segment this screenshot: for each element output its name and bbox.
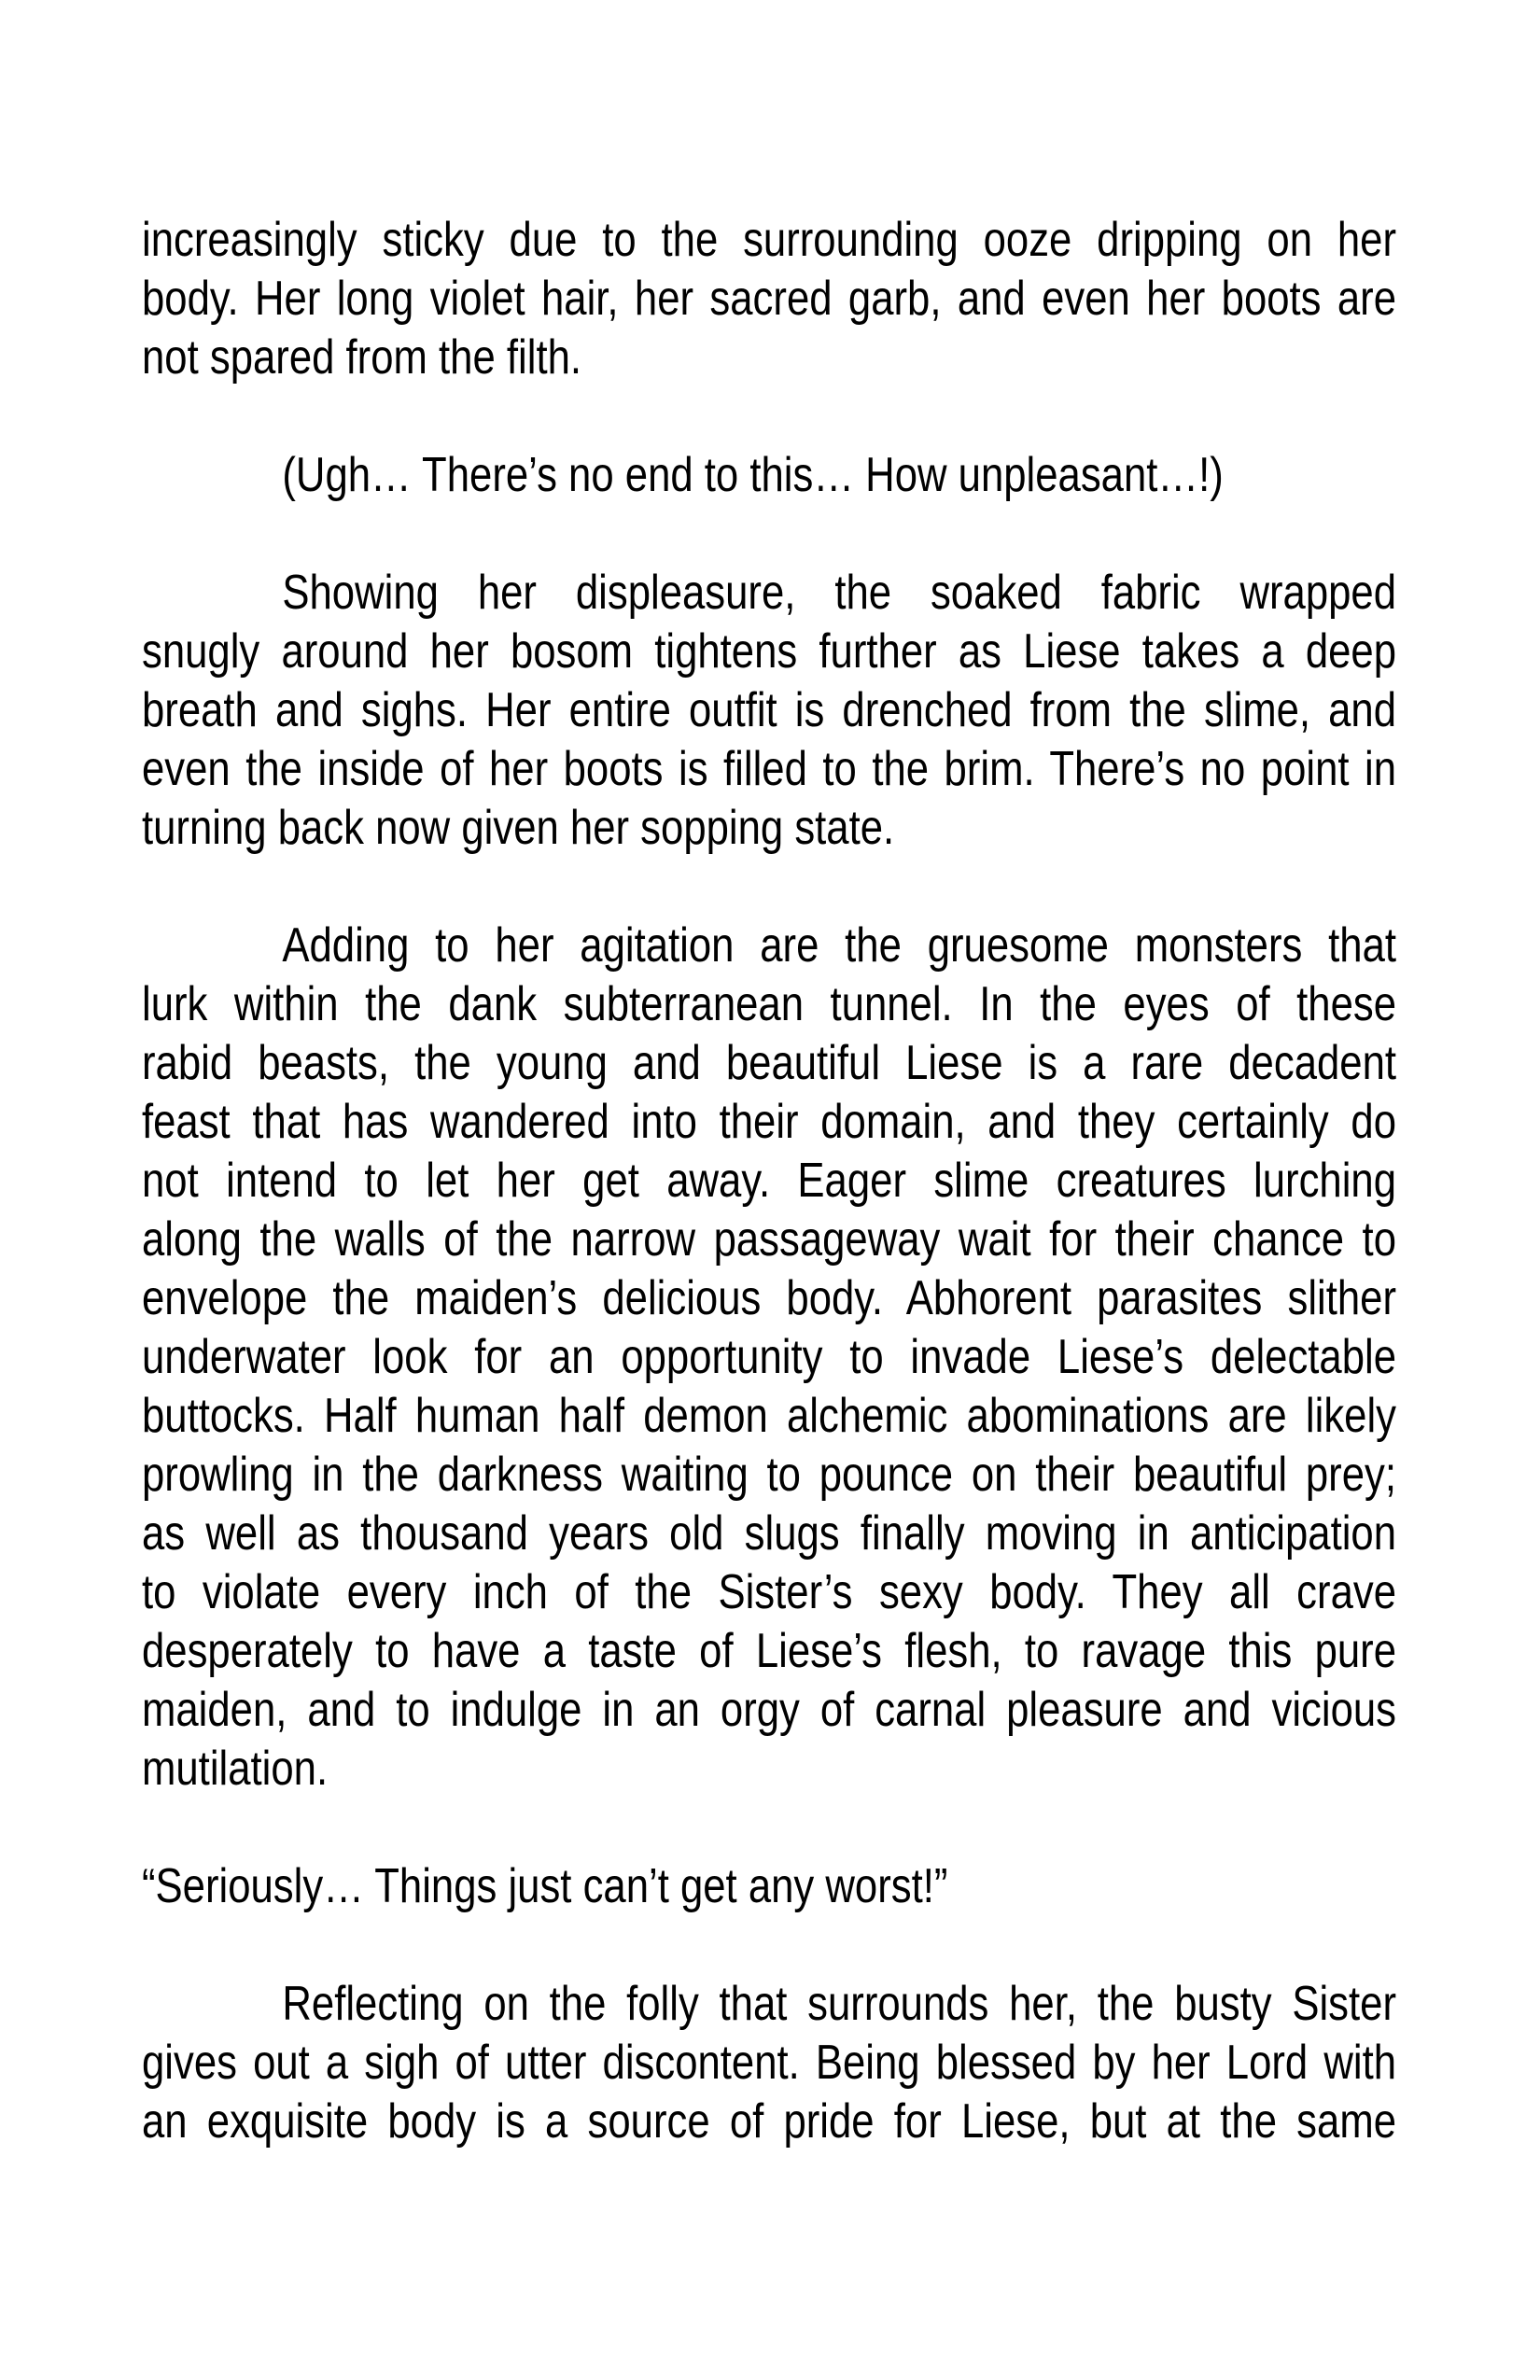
- text-line: Reflecting on the folly that surrounds her, the busty Sister: [282, 1977, 1396, 2031]
- text-line: lurk within the dank subterranean tunnel. In the eyes of these: [142, 977, 1396, 1031]
- text-line: buttocks. Half human half demon alchemic abominations are likely: [142, 1389, 1396, 1443]
- text-line: “Seriously… Things just can’t get any worst!”: [142, 1859, 948, 1913]
- text-line: not spared from the filth.: [142, 330, 582, 385]
- text-line: even the inside of her boots is filled to the brim. There’s no point in: [142, 742, 1396, 796]
- paragraph: [142, 446, 1540, 505]
- paragraph: [142, 211, 1540, 387]
- text-line: along the walls of the narrow passageway wait for their chance to: [142, 1212, 1396, 1267]
- paragraph: [142, 1857, 1540, 1916]
- paragraph: [142, 564, 1540, 858]
- text-line: prowling in the darkness waiting to pounce on their beautiful prey;: [142, 1448, 1396, 1502]
- text-line: maiden, and to indulge in an orgy of carnal pleasure and vicious: [142, 1683, 1396, 1737]
- page-text-block: [142, 211, 1540, 2151]
- text-line: desperately to have a taste of Liese’s flesh, to ravage this pure: [142, 1624, 1396, 1678]
- text-line: as well as thousand years old slugs finally moving in anticipation: [142, 1506, 1396, 1561]
- text-line: feast that has wandered into their domain, and they certainly do: [142, 1095, 1396, 1149]
- text-line: underwater look for an opportunity to invade Liese’s delectable: [142, 1330, 1396, 1384]
- text-line: (Ugh… There’s no end to this… How unpleasant…!): [282, 448, 1224, 502]
- text-line: to violate every inch of the Sister’s sexy body. They all crave: [142, 1565, 1396, 1619]
- text-line: not intend to let her get away. Eager slime creatures lurching: [142, 1154, 1396, 1208]
- paragraph: [142, 1975, 1540, 2151]
- text-line: rabid beasts, the young and beautiful Liese is a rare decadent: [142, 1036, 1396, 1090]
- text-line: Adding to her agitation are the gruesome monsters that: [282, 918, 1396, 973]
- text-line: mutilation.: [142, 1742, 329, 1796]
- text-line: turning back now given her sopping state.: [142, 801, 895, 855]
- text-line: an exquisite body is a source of pride for Liese, but at the same: [142, 2094, 1396, 2149]
- text-line: body. Her long violet hair, her sacred garb, and even her boots are: [142, 272, 1396, 326]
- paragraph: [142, 917, 1540, 1799]
- text-line: breath and sighs. Her entire outfit is drenched from the slime, and: [142, 683, 1396, 737]
- text-line: gives out a sigh of utter discontent. Being blessed by her Lord with: [142, 2036, 1396, 2090]
- text-line: snugly around her bosom tightens further as Liese takes a deep: [142, 624, 1396, 679]
- text-line: increasingly sticky due to the surrounding ooze dripping on her: [142, 213, 1396, 267]
- text-line: Showing her displeasure, the soaked fabric wrapped: [282, 566, 1396, 620]
- text-line: envelope the maiden’s delicious body. Abhorent parasites slither: [142, 1271, 1396, 1325]
